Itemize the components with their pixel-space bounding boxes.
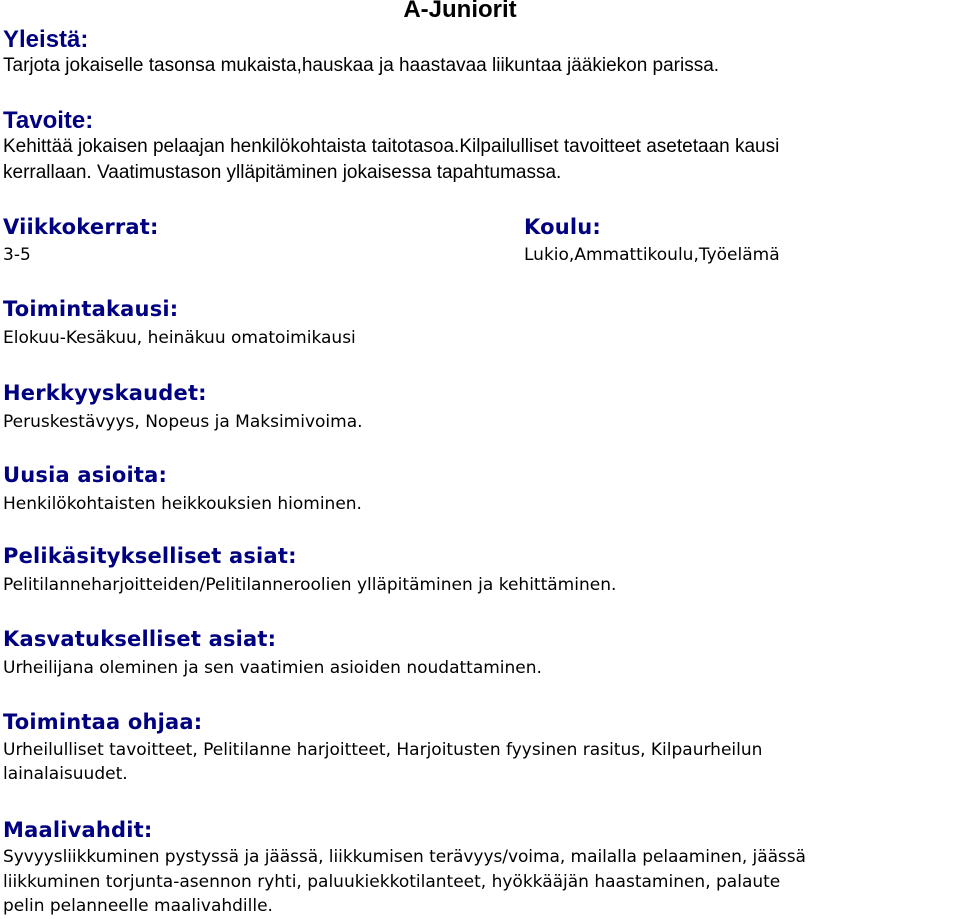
toimintakausi-heading: Toimintakausi:	[3, 297, 179, 321]
kasvatukselliset-text: Urheilijana oleminen ja sen vaatimien asioiden noudattaminen.	[3, 658, 542, 678]
toimintaa-ohjaa-text-line-1: Urheilulliset tavoitteet, Pelitilanne harjoitteet, Harjoitusten fyysinen rasitus, Kilpaurheilun	[3, 740, 763, 760]
viikkokerrat-heading: Viikkokerrat:	[3, 215, 159, 239]
toimintakausi-text: Elokuu-Kesäkuu, heinäkuu omatoimikausi	[3, 328, 356, 348]
uusia-asioita-heading: Uusia asioita:	[3, 463, 168, 487]
maalivahdit-text-line-2: liikkuminen torjunta-asennon ryhti, paluukiekkotilanteet, hyökkääjän haastaminen, palaute	[3, 872, 781, 892]
yleista-heading: Yleistä:	[3, 26, 89, 53]
herkkyyskaudet-text: Peruskestävyys, Nopeus ja Maksimivoima.	[3, 412, 363, 432]
maalivahdit-heading: Maalivahdit:	[3, 818, 153, 842]
uusia-asioita-text: Henkilökohtaisten heikkouksien hiominen.	[3, 494, 362, 514]
tavoite-text-line-1: Kehittää jokaisen pelaajan henkilökohtaista taitotasoa.Kilpailulliset tavoitteet asetetaan kausi	[3, 136, 780, 157]
page-title: A-Juniorit	[403, 0, 517, 23]
kasvatukselliset-heading: Kasvatukselliset asiat:	[3, 627, 277, 651]
koulu-text: Lukio,Ammattikoulu,Työelämä	[524, 245, 780, 265]
koulu-heading: Koulu:	[524, 215, 602, 239]
yleista-text: Tarjota jokaiselle tasonsa mukaista,hauskaa ja haastavaa liikuntaa jääkiekon parissa.	[3, 55, 720, 76]
viikkokerrat-text: 3-5	[3, 245, 31, 265]
herkkyyskaudet-heading: Herkkyyskaudet:	[3, 381, 207, 405]
maalivahdit-text-line-1: Syvyysliikkuminen pystyssä ja jäässä, liikkumisen terävyys/voima, mailalla pelaaminen, jäässä	[3, 847, 806, 867]
toimintaa-ohjaa-heading: Toimintaa ohjaa:	[3, 710, 203, 734]
toimintaa-ohjaa-text-line-2: lainalaisuudet.	[3, 764, 128, 784]
tavoite-text-line-2: kerrallaan. Vaatimustason ylläpitäminen jokaisessa tapahtumassa.	[3, 162, 562, 183]
tavoite-heading: Tavoite:	[3, 107, 94, 134]
pelikasitykselliset-text: Pelitilanneharjoitteiden/Pelitilanneroolien ylläpitäminen ja kehittäminen.	[3, 575, 617, 595]
pelikasitykselliset-heading: Pelikäsitykselliset asiat:	[3, 544, 297, 568]
maalivahdit-text-line-3: pelin pelanneelle maalivahdille.	[3, 896, 273, 916]
